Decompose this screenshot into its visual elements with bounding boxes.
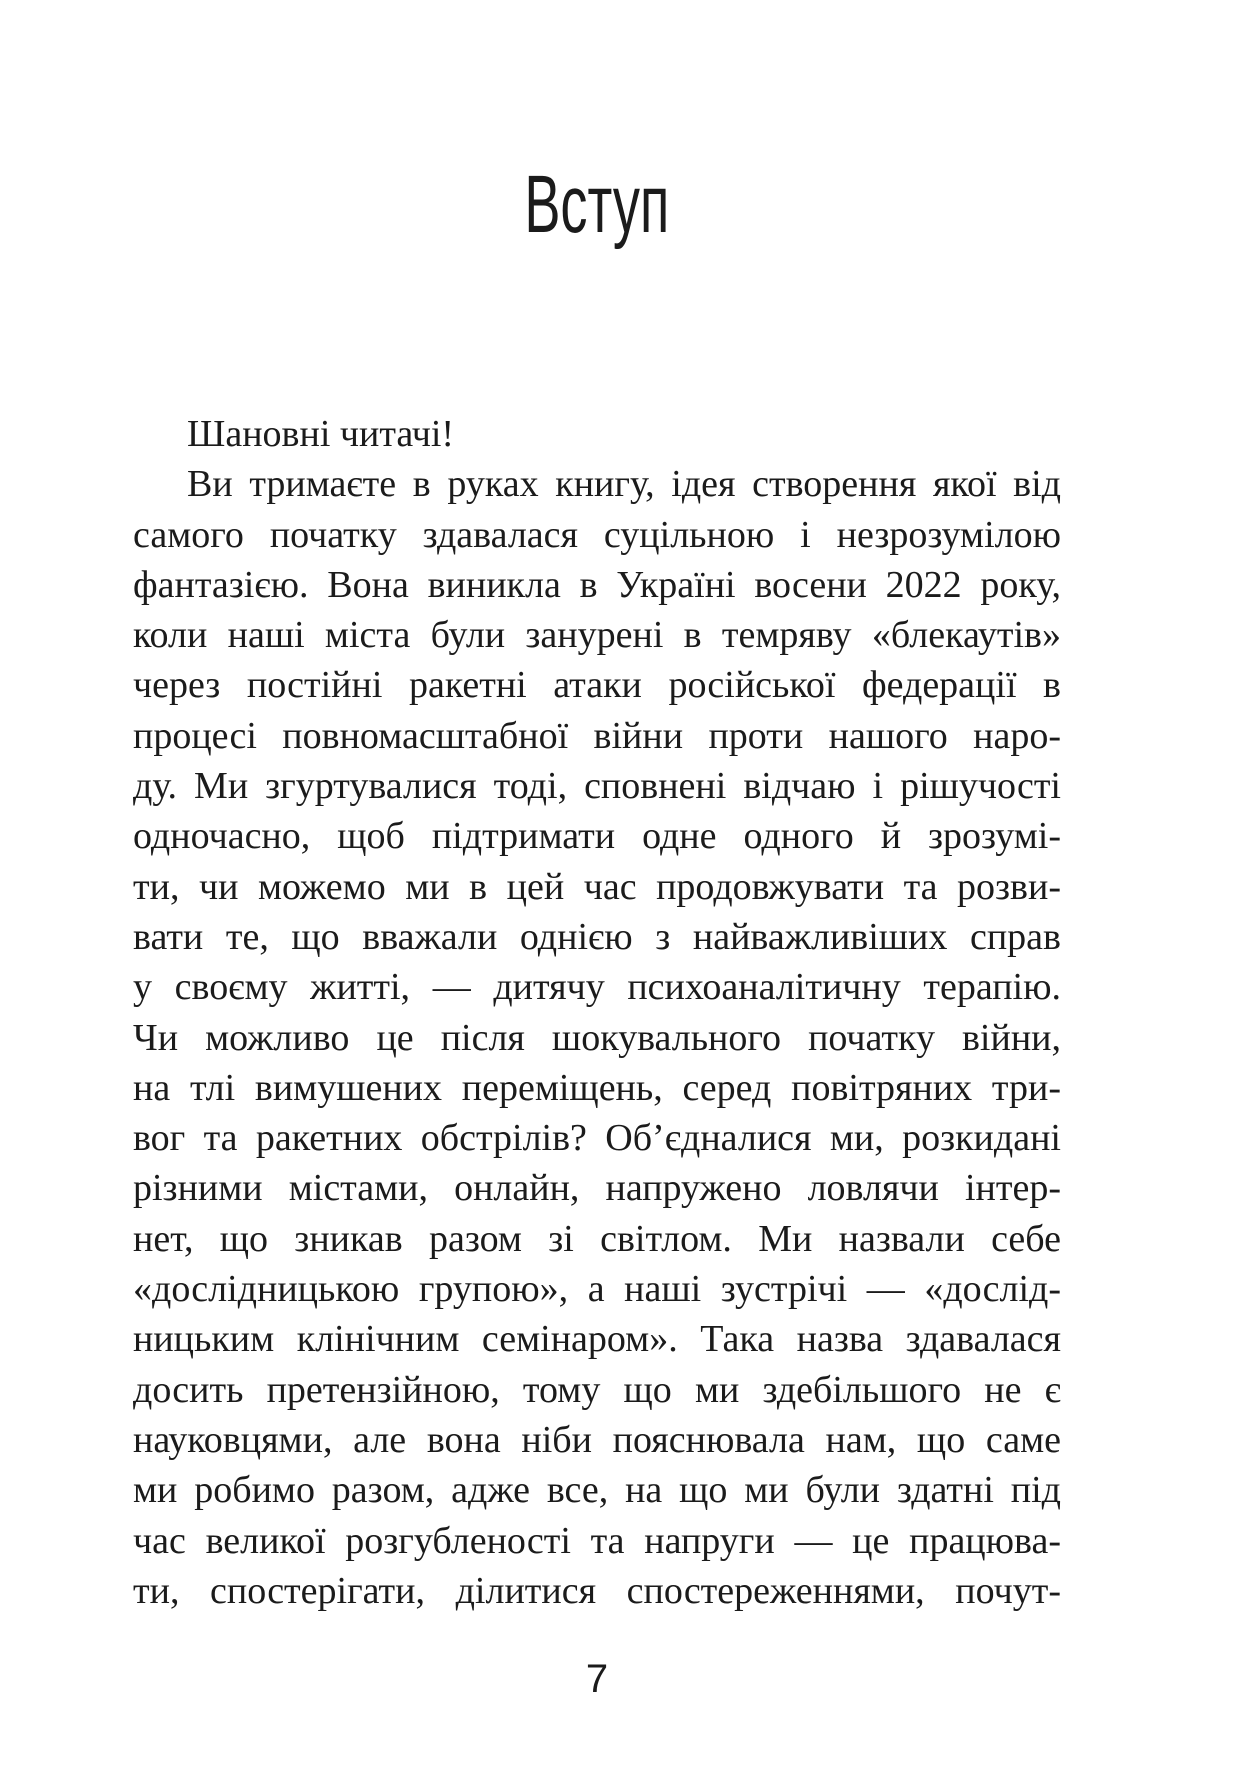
text-line: «дослідницькою групою», а наші зустрічі — «дослід- <box>133 1268 1061 1311</box>
text-line: ти, чи можемо ми в цей час продовжувати та розви- <box>133 865 1061 908</box>
text-line: самого початку здавалася суцільною і незрозумілою <box>133 513 1061 556</box>
text-line: у своєму житті, — дитячу психоаналітичну терапію. <box>133 966 1061 1009</box>
text-line: фантазією. Вона виникла в Україні восени 2022 року, <box>133 563 1061 606</box>
text-line: досить претензійною, тому що ми здебільшого не є <box>133 1368 1061 1411</box>
text-line: Ви тримаєте в руках книгу, ідея створення якої від <box>187 463 1061 506</box>
text-line: Чи можливо це після шокувального початку війни, <box>133 1016 1061 1059</box>
text-line: вог та ракетних обстрілів? Об’єдналися ми, розкидані <box>133 1117 1061 1160</box>
text-line: одночасно, щоб підтримати одне одного й зрозумі- <box>133 815 1061 858</box>
page-number: 7 <box>585 1657 609 1701</box>
text-line: різними містами, онлайн, напружено ловлячи інтер- <box>133 1167 1061 1210</box>
text-line: нет, що зникав разом зі світлом. Ми назвали себе <box>133 1217 1061 1260</box>
text-line: ницьким клінічним семінаром». Така назва здавалася <box>133 1318 1061 1361</box>
text-line: Шановні читачі! <box>187 413 455 455</box>
text-line: ми робимо разом, адже все, на що ми були здатні під <box>133 1469 1061 1512</box>
text-line: на тлі вимушених переміщень, серед повітряних три- <box>133 1066 1061 1109</box>
chapter-body <box>133 409 1061 1616</box>
text-line: ти, спостерігати, ділитися спостереженнями, почут- <box>133 1569 1061 1612</box>
text-line: вати те, що вважали однією з найважливіших справ <box>133 915 1061 958</box>
text-line: ду. Ми згуртувалися тоді, сповнені відчаю і рішучості <box>133 765 1061 808</box>
chapter-title-row <box>133 159 1061 250</box>
text-line: науковцями, але вона ніби пояснювала нам, що саме <box>133 1418 1061 1461</box>
text-line: через постійні ракетні атаки російської федерації в <box>133 664 1061 707</box>
text-line: час великої розгубленості та напруги — це працюва- <box>133 1519 1061 1562</box>
chapter-title: Вступ <box>524 159 670 250</box>
text-line: процесі повномасштабної війни проти нашого наро- <box>133 714 1061 757</box>
text-line: коли наші міста були занурені в темряву «блекаутів» <box>133 614 1061 657</box>
